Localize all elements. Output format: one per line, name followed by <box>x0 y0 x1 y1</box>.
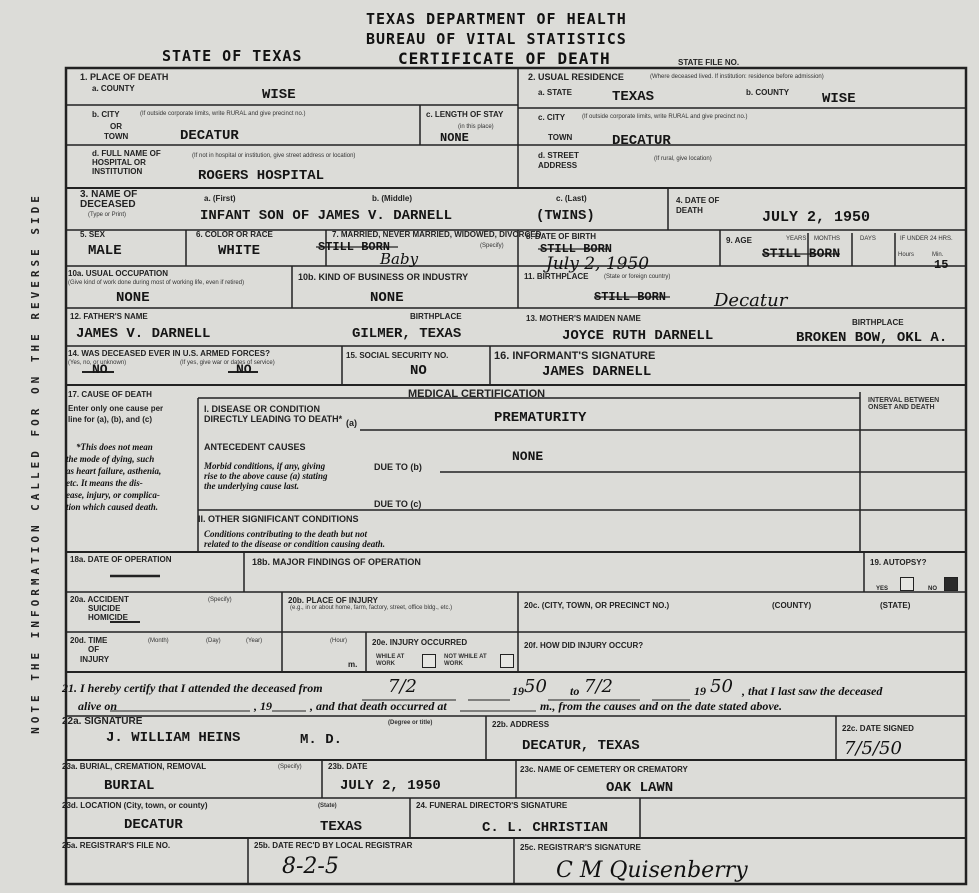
father-birthplace-label: BIRTHPLACE <box>410 312 462 321</box>
age-hours-label: Hours <box>898 252 915 258</box>
mother-name-label: 13. MOTHER'S MAIDEN NAME <box>526 314 641 323</box>
residence-state-label: a. STATE <box>538 88 572 97</box>
morbid-hint-2: rise to the above cause (a) stating <box>204 471 328 481</box>
residence-city-value: DECATUR <box>612 133 671 149</box>
birthplace-hint: (State or foreign country) <box>604 274 671 280</box>
disease-condition-label2: DIRECTLY LEADING TO DEATH* <box>204 414 343 424</box>
sex-label: 5. SEX <box>80 230 105 239</box>
residence-state-value: TEXAS <box>612 89 655 105</box>
certify-line-1-end: , that I last saw the deceased <box>742 684 883 698</box>
marital-label: 7. MARRIED, NEVER MARRIED, WIDOWED, DIVORCED <box>332 230 542 239</box>
homicide-label: HOMICIDE <box>88 613 128 622</box>
mother-birthplace-value: BROKEN BOW, OKL A. <box>796 330 948 346</box>
attended-to-date: 7/2 <box>584 676 613 697</box>
certify-alive-19: , 19 <box>254 699 272 713</box>
burial-label: 23a. BURIAL, CREMATION, REMOVAL <box>62 762 207 771</box>
deceased-name-label: 3. NAME OF DECEASED <box>80 189 138 210</box>
occupation-hint: (Give kind of work done during most of working life, even if retired) <box>68 280 245 286</box>
attended-from-19: 19 <box>512 684 524 698</box>
birthplace-label: 11. BIRTHPLACE <box>524 272 589 281</box>
certify-line-2-end: m., from the causes and on the date stated above. <box>540 699 782 713</box>
hospital-label: d. FULL NAME OF HOSPITAL OR INSTITUTION <box>92 149 161 176</box>
cause-a-value: PREMATURITY <box>494 410 587 426</box>
father-name-value: JAMES V. DARNELL <box>76 326 211 342</box>
registrar-signature-label: 25c. REGISTRAR'S SIGNATURE <box>520 843 641 852</box>
residence-city-town: TOWN <box>548 133 573 142</box>
attended-to-19: 19 <box>694 684 706 698</box>
address-value: DECATUR, TEXAS <box>522 738 640 754</box>
due-to-b-label: DUE TO (b) <box>374 462 422 472</box>
residence-street-hint: (If rural, give location) <box>654 156 712 162</box>
age-years-label: YEARS <box>786 236 807 242</box>
deceased-name-value: INFANT SON OF JAMES V. DARNELL <box>200 208 453 224</box>
accident-specify-hint: (Specify) <box>208 597 232 603</box>
address-label: 22b. ADDRESS <box>492 720 550 729</box>
death-county-value: WISE <box>262 87 296 103</box>
registrar-date-label: 25b. DATE REC'D BY LOCAL REGISTRAR <box>254 841 413 850</box>
armed-forces-hint2: (If yes, give war or dates of service) <box>180 360 275 366</box>
birth-date-struck: STILL BORN <box>540 242 613 256</box>
death-city-town: TOWN <box>104 132 129 141</box>
time-injury-label: INJURY <box>80 655 110 664</box>
place-of-injury-label: 20b. PLACE OF INJURY <box>288 596 378 605</box>
cause-note-2: the mode of dying, such <box>66 454 155 464</box>
age-months-label: MONTHS <box>814 236 840 242</box>
while-at-work-checkbox[interactable] <box>422 654 436 668</box>
birth-date-handwritten: July 2, 1950 <box>546 254 650 274</box>
registrar-date-value: 8-2-5 <box>282 854 339 879</box>
usual-residence-label: 2. USUAL RESIDENCE <box>528 72 624 82</box>
deceased-name-hint: (Type or Print) <box>88 212 127 218</box>
occupation-label: 10a. USUAL OCCUPATION <box>68 269 169 278</box>
date-signed-value: 7/5/50 <box>844 738 902 759</box>
mother-birthplace-label: BIRTHPLACE <box>852 318 904 327</box>
armed-forces-value2: NO <box>236 362 252 377</box>
date-of-death-label: 4. DATE OF DEATH <box>676 196 720 215</box>
autopsy-yes-label: YES <box>876 586 889 592</box>
time-of-label: OF <box>88 645 100 654</box>
business-label: 10b. KIND OF BUSINESS OR INDUSTRY <box>298 272 469 282</box>
not-while-at-work-checkbox[interactable] <box>500 654 514 668</box>
while-at-work-label: WHILE AT WORK <box>376 654 405 667</box>
autopsy-yes-checkbox[interactable] <box>900 577 914 591</box>
residence-county-label: b. COUNTY <box>746 88 790 97</box>
medical-certification-heading: MEDICAL CERTIFICATION <box>408 388 546 400</box>
usual-residence-hint: (Where deceased lived. If institution: residence before admission) <box>650 74 824 80</box>
armed-forces-label: 14. WAS DECEASED EVER IN U.S. ARMED FORCES? <box>68 349 270 358</box>
age-days-label: DAYS <box>860 236 876 242</box>
cause-note-6: tion which caused death. <box>66 502 159 512</box>
residence-city-hint: (If outside corporate limits, write RURAL and give precinct no.) <box>582 114 748 120</box>
armed-forces-hint: (Yes, no, or unknown) <box>68 360 127 366</box>
attended-to-label: to <box>570 684 580 698</box>
injury-county-label: (COUNTY) <box>772 601 812 610</box>
antecedent-label: ANTECEDENT CAUSES <box>204 442 306 452</box>
state-file-no-label: STATE FILE NO. <box>678 58 740 67</box>
time-of-injury-label: 20d. TIME <box>70 636 108 645</box>
injury-hour-label: (Hour) <box>330 638 348 644</box>
cause-instruction-2: line for (a), (b), and (c) <box>68 415 152 424</box>
length-of-stay-value: NONE <box>440 131 469 145</box>
burial-location-label: 23d. LOCATION (City, town, or county) <box>62 801 208 810</box>
certificate-title: CERTIFICATE OF DEATH <box>398 49 611 68</box>
place-of-injury-hint: (e.g., in or about home, farm, factory, street, office bldg., etc.) <box>290 605 453 611</box>
cause-b-value: NONE <box>512 449 544 464</box>
informant-label: 16. INFORMANT'S SIGNATURE <box>494 350 656 362</box>
injury-year-label: (Year) <box>246 638 263 644</box>
morbid-hint-1: Morbid conditions, if any, giving <box>204 461 326 471</box>
age-min-label: Min. <box>932 252 944 258</box>
signature-label: 22a. SIGNATURE <box>62 716 143 727</box>
date-of-death-value: JULY 2, 1950 <box>762 209 871 226</box>
ssn-value: NO <box>410 363 427 379</box>
funeral-director-label: 24. FUNERAL DIRECTOR'S SIGNATURE <box>416 801 568 810</box>
dept-heading: TEXAS DEPARTMENT OF HEALTH <box>366 10 627 28</box>
mother-name-value: JOYCE RUTH DARNELL <box>562 328 714 344</box>
injury-state-label: (STATE) <box>880 601 911 610</box>
father-name-label: 12. FATHER'S NAME <box>70 312 148 321</box>
burial-value: BURIAL <box>104 778 155 794</box>
injury-m-label: m. <box>348 660 358 669</box>
place-of-death-label: 1. PLACE OF DEATH <box>80 72 169 82</box>
due-to-c-label: DUE TO (c) <box>374 499 422 509</box>
operation-findings-label: 18b. MAJOR FINDINGS OF OPERATION <box>252 557 421 567</box>
autopsy-label: 19. AUTOPSY? <box>870 558 927 567</box>
birthplace-handwritten: Decatur <box>714 290 788 311</box>
side-note: NOTE THE INFORMATION CALLED FOR ON THE REVERSE SIDE <box>29 192 42 734</box>
ssn-label: 15. SOCIAL SECURITY NO. <box>346 351 449 360</box>
death-city-or: OR <box>110 122 122 131</box>
birthplace-struck: STILL BORN <box>594 290 667 304</box>
father-birthplace-value: GILMER, TEXAS <box>352 326 462 342</box>
cause-note-1: *This does not mean <box>76 442 153 452</box>
residence-county-value: WISE <box>822 91 856 107</box>
injury-month-label: (Month) <box>148 638 169 644</box>
length-of-stay-label: c. LENGTH OF STAY <box>426 110 504 119</box>
burial-location-value: DECATUR <box>124 817 183 833</box>
bureau-heading: BUREAU OF VITAL STATISTICS <box>366 30 627 48</box>
suicide-label: SUICIDE <box>88 604 121 613</box>
registrar-file-label: 25a. REGISTRAR'S FILE NO. <box>62 841 171 850</box>
burial-specify: (Specify) <box>278 764 302 770</box>
attended-to-year: 50 <box>710 676 733 697</box>
business-value: NONE <box>370 290 404 306</box>
how-injury-label: 20f. HOW DID INJURY OCCUR? <box>524 641 644 650</box>
burial-state-label: (State) <box>318 803 337 809</box>
date-signed-label: 22c. DATE SIGNED <box>842 724 914 733</box>
other-conditions-hint-2: related to the disease or condition causing death. <box>204 539 386 549</box>
injury-occurred-label: 20e. INJURY OCCURRED <box>372 638 468 647</box>
armed-forces-value: NO <box>92 362 108 377</box>
attended-from-date: 7/2 <box>388 676 417 697</box>
sex-value: MALE <box>88 243 122 259</box>
attended-from-year: 50 <box>524 676 547 697</box>
death-city-label: b. CITY <box>92 110 120 119</box>
cause-note-3: as heart failure, asthenia, <box>66 466 162 476</box>
burial-date-value: JULY 2, 1950 <box>340 778 441 794</box>
accident-label: 20a. ACCIDENT <box>70 595 129 604</box>
autopsy-no-label: NO <box>928 586 937 592</box>
cemetery-value: OAK LAWN <box>606 780 674 796</box>
autopsy-no-checkbox[interactable] <box>944 577 958 591</box>
signature-degree-label: (Degree or title) <box>388 720 433 726</box>
residence-street-label: d. STREET ADDRESS <box>538 151 579 170</box>
middle-name-label: b. (Middle) <box>372 194 412 203</box>
injury-day-label: (Day) <box>206 638 221 644</box>
signature-value: J. WILLIAM HEINS <box>106 730 241 746</box>
burial-date-label: 23b. DATE <box>328 762 368 771</box>
burial-state-value: TEXAS <box>320 819 363 835</box>
color-value: WHITE <box>218 243 261 259</box>
certify-line-1: 21. I hereby certify that I attended the deceased from <box>62 681 323 695</box>
death-county-label: a. COUNTY <box>92 84 135 93</box>
cause-a-marker: (a) <box>346 418 357 428</box>
cause-note-5: ease, injury, or complica- <box>66 490 160 500</box>
state-heading: STATE OF TEXAS <box>162 47 303 65</box>
marital-hint: (Specify) <box>480 243 504 249</box>
other-conditions-hint-1: Conditions contributing to the death but not <box>204 529 368 539</box>
hospital-hint: (If not in hospital or institution, give street address or location) <box>192 153 356 159</box>
signature-md: M. D. <box>300 732 343 748</box>
disease-condition-label: I. DISEASE OR CONDITION <box>204 404 321 414</box>
other-conditions-label: II. OTHER SIGNIFICANT CONDITIONS <box>198 514 359 524</box>
funeral-director-value: C. L. CHRISTIAN <box>482 820 609 836</box>
cause-note-4: etc. It means the dis- <box>66 478 143 488</box>
length-of-stay-hint: (in this place) <box>458 124 494 130</box>
injury-city-label: 20c. (CITY, TOWN, OR PRECINCT NO.) <box>524 601 670 610</box>
deceased-last-value: (TWINS) <box>536 208 595 224</box>
age-struck: STILL BORN <box>762 246 841 261</box>
age-minutes-value: 15 <box>934 258 949 272</box>
morbid-hint-3: the underlying cause last. <box>204 481 300 491</box>
residence-city-label: c. CITY <box>538 113 566 122</box>
not-while-at-work-label: NOT WHILE AT WORK <box>444 654 487 667</box>
death-city-value: DECATUR <box>180 128 239 144</box>
certify-death-occurred: , and that death occurred at <box>310 699 447 713</box>
cemetery-label: 23c. NAME OF CEMETERY OR CREMATORY <box>520 765 688 774</box>
interval-label: INTERVAL BETWEEN ONSET AND DEATH <box>868 397 940 411</box>
cause-instruction-1: Enter only one cause per <box>68 404 164 413</box>
informant-value: JAMES DARNELL <box>542 364 652 380</box>
death-city-hint: (If outside corporate limits, write RURAL and give precinct no.) <box>140 111 306 117</box>
cause-of-death-label: 17. CAUSE OF DEATH <box>68 390 152 399</box>
first-name-label: a. (First) <box>204 194 236 203</box>
color-label: 6. COLOR OR RACE <box>196 230 273 239</box>
occupation-value: NONE <box>116 290 150 306</box>
marital-struck: STILL BORN <box>318 240 391 254</box>
marital-handwritten: Baby <box>380 250 419 268</box>
age-under-label: IF UNDER 24 HRS. <box>900 236 953 242</box>
date-of-operation-label: 18a. DATE OF OPERATION <box>70 555 172 564</box>
last-name-label: c. (Last) <box>556 194 587 203</box>
hospital-value: ROGERS HOSPITAL <box>198 168 325 184</box>
age-label: 9. AGE <box>726 236 752 245</box>
certify-alive-on: alive on <box>78 699 117 713</box>
registrar-signature-value: C M Quisenberry <box>556 858 748 883</box>
birth-date-label: 8. DATE OF BIRTH <box>526 232 597 241</box>
